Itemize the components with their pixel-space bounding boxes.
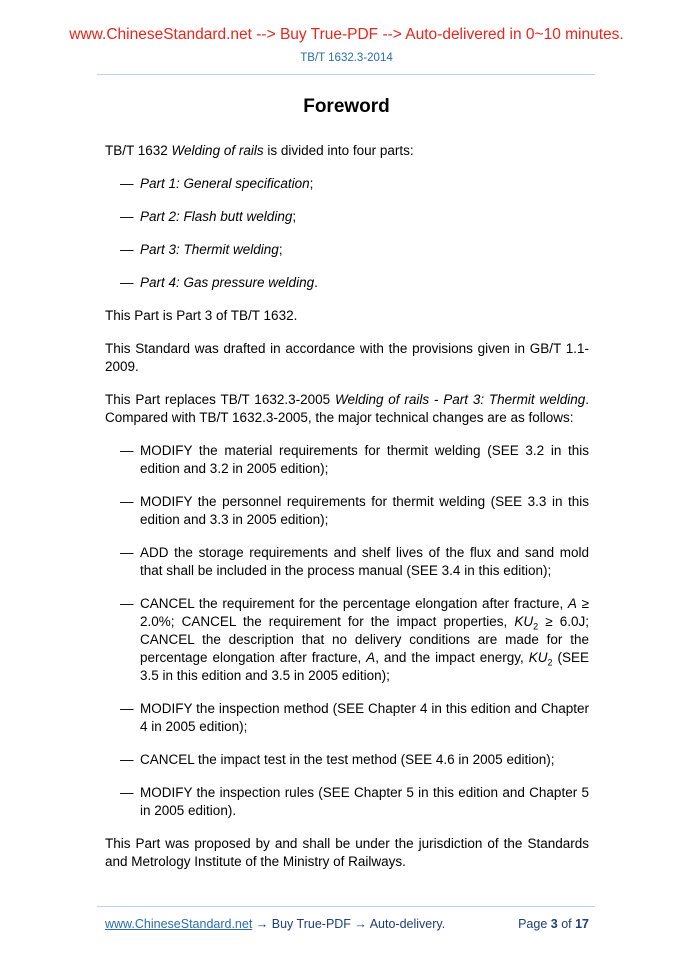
part-entry <box>140 208 589 226</box>
change-text-part: (SEE 3.5 in this edition and 3.5 in 2005 edition); <box>140 650 589 683</box>
page-word: Page <box>518 917 551 931</box>
replaces-paragraph <box>105 391 589 427</box>
part-label: Part 2: Flash butt welding <box>140 209 293 224</box>
part-entry <box>140 175 589 193</box>
symbol-a: A <box>567 596 577 611</box>
change-text-part: ≥ 6.0J; CANCEL the description that no delivery conditions are made for the percentage elongation after fracture, <box>140 614 589 665</box>
dash-bullet: — <box>120 443 134 458</box>
replaces-text: This Part replaces TB/T 1632.3-2005 <box>105 392 335 407</box>
list-item <box>105 175 589 193</box>
dash-bullet: — <box>120 785 134 800</box>
list-item <box>105 442 589 478</box>
intro-text: TB/T 1632 <box>105 143 172 158</box>
replaces-text-end: . Compared with TB/T 1632.3-2005, the major technical changes are as follows: <box>105 392 590 425</box>
symbol-a: A <box>366 650 376 665</box>
part-of-paragraph: This Part is Part 3 of TB/T 1632. <box>105 308 298 323</box>
intro-standard-title: Welding of rails <box>171 143 264 158</box>
of-word: of <box>557 917 576 931</box>
part-label: Part 1: General specification <box>140 176 310 191</box>
subscript-2: 2 <box>547 657 553 668</box>
dash-bullet: — <box>120 242 134 257</box>
change-text: CANCEL the impact test in the test method (SEE 4.6 in 2005 edition); <box>140 752 555 767</box>
intro-text-end: is divided into four parts: <box>263 143 414 158</box>
change-text-part: CANCEL the requirement for the percentage elongation after fracture, <box>140 596 568 611</box>
dash-bullet: — <box>120 596 134 611</box>
drafted-paragraph: This Standard was drafted in accordance with the provisions given in GB/T 1.1-2009. <box>105 341 589 374</box>
part-entry <box>140 274 589 292</box>
part-punct: ; <box>292 209 297 224</box>
part-entry <box>140 241 589 259</box>
page-indicator <box>518 917 589 931</box>
page-total: 17 <box>575 917 589 931</box>
change-text: MODIFY the personnel requirements for thermit welding (SEE 3.3 in this edition and 3.3 in 2005 edition); <box>140 494 589 527</box>
dash-bullet: — <box>120 209 134 224</box>
change-text: MODIFY the inspection method (SEE Chapter 4 in this edition and Chapter 4 in 2005 edition); <box>140 701 589 734</box>
change-text: MODIFY the material requirements for thermit welding (SEE 3.2 in this edition and 3.2 in 2005 edition); <box>140 443 589 476</box>
list-item <box>105 493 589 529</box>
symbol-ku: KU <box>514 614 534 629</box>
change-text: ADD the storage requirements and shelf lives of the flux and sand mold that shall be included in the process manual (SEE 3.4 in this edition); <box>140 545 589 578</box>
page-title: Foreword <box>303 96 390 117</box>
header-divider <box>97 74 595 75</box>
part-punct: ; <box>278 242 283 257</box>
part-punct: . <box>314 275 318 290</box>
footer-promo <box>105 917 445 931</box>
dash-bullet: — <box>120 275 134 290</box>
dash-bullet: — <box>120 752 134 767</box>
subscript-2: 2 <box>533 621 539 632</box>
list-item <box>105 241 589 259</box>
change-text <box>140 595 589 685</box>
change-text-part: ≥ 2.0%; CANCEL the requirement for the impact properties, <box>140 596 589 629</box>
footer-divider <box>97 906 595 907</box>
list-item <box>105 274 589 292</box>
dash-bullet: — <box>120 701 134 716</box>
footer-promo-text: → Buy True-PDF → Auto-delivery. <box>252 917 446 931</box>
part-label: Part 4: Gas pressure welding <box>140 275 315 290</box>
list-item <box>105 751 589 769</box>
document-number: TB/T 1632.3-2014 <box>300 52 393 64</box>
symbol-ku: KU <box>528 650 548 665</box>
part-punct: ; <box>309 176 314 191</box>
closing-paragraph: This Part was proposed by and shall be under the jurisdiction of the Standards and Metrology Institute of the Ministry of Railways. <box>105 836 589 869</box>
list-item <box>105 208 589 226</box>
list-item <box>105 700 589 736</box>
dash-bullet: — <box>120 545 134 560</box>
intro-paragraph <box>105 142 589 160</box>
list-item <box>105 595 589 685</box>
replaced-standard-title: Welding of rails - Part 3: Thermit welding <box>334 392 586 407</box>
change-text-part: , and the impact energy, <box>375 650 529 665</box>
list-item <box>105 544 589 580</box>
page-number: 3 <box>550 917 558 931</box>
change-text: MODIFY the inspection rules (SEE Chapter 5 in this edition and Chapter 5 in 2005 edition). <box>140 785 589 818</box>
dash-bullet: — <box>120 176 134 191</box>
dash-bullet: — <box>120 494 134 509</box>
footer-link[interactable]: www.ChineseStandard.net <box>105 917 253 931</box>
promo-banner[interactable]: www.ChineseStandard.net --> Buy True-PDF --> Auto-delivered in 0~10 minutes. <box>69 26 624 43</box>
list-item <box>105 784 589 820</box>
foreword-body <box>105 142 589 886</box>
part-label: Part 3: Thermit welding <box>140 242 279 257</box>
